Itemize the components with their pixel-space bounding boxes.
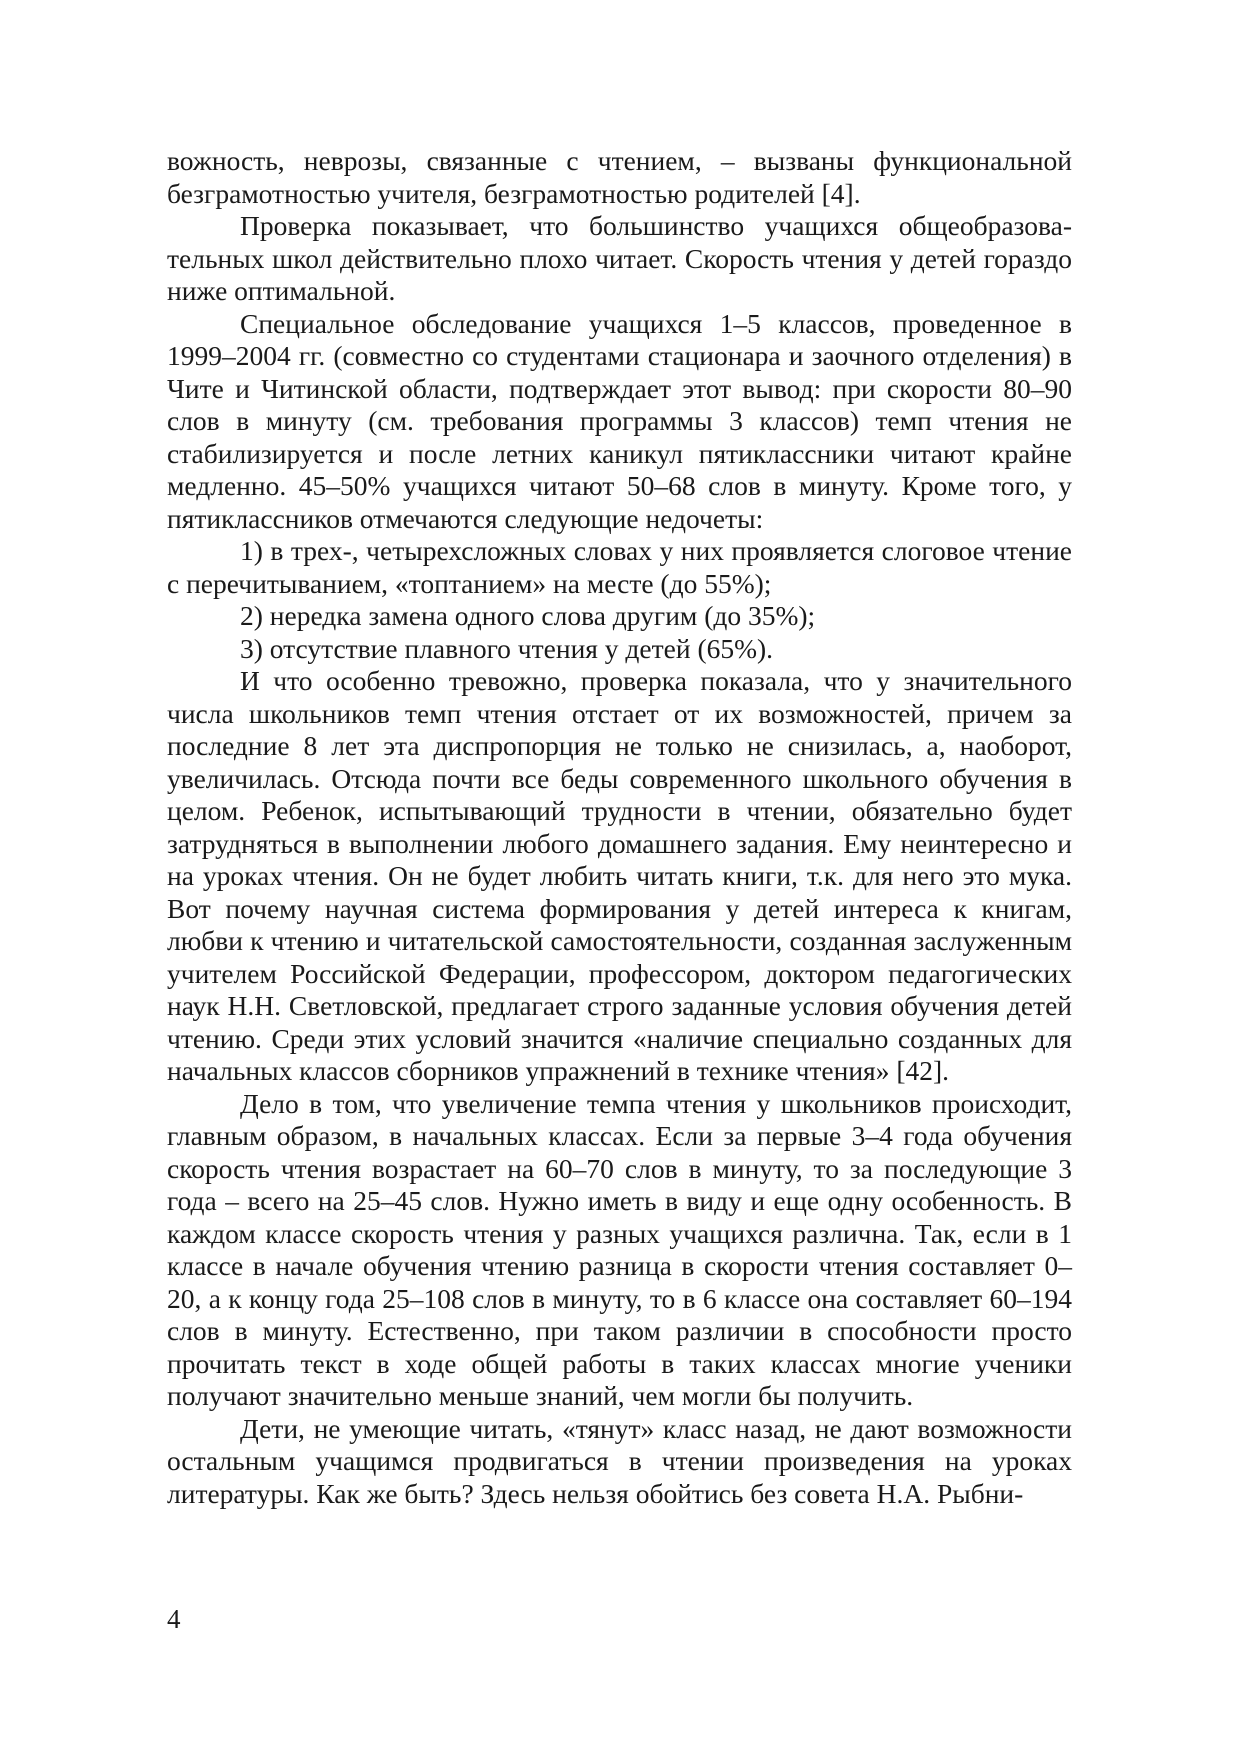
paragraph: И что особенно тревожно, проверка показала, что у значительного числа школьников темп чтения отстает от их возможностей, причем за последние 8 лет эта диспропорция не только не снизилась, а, наоборот, увеличилась. Отсюда почти все беды современного школьного обучения в целом. Ребенок, испытывающий трудности в чтении, обязательно будет затрудняться в выполнении любого домашнего задания. Ему неинтересно и на уроках чтения. Он не будет любить читать книги, т.к. для него это мука. Вот почему научная система формирования у детей интереса к книгам, любви к чтению и читательской самостоятельности, созданная заслуженным учителем Российской Федерации, профессором, доктором педагогических наук Н.Н. Светловской, предлагает строго заданные условия обучения детей чтению. Среди этих условий значится «наличие специально созданных для начальных классов сборников упражнений в технике чтения» [42]. <box>167 665 1072 1086</box>
body-text <box>167 145 1072 1510</box>
list-item: 3) отсутствие плавного чтения у детей (65%). <box>240 632 774 664</box>
list-item: 1) в трех-, четырехсложных словах у них проявляется слоговое чтение с перечитыванием, «топтанием» на месте (до 55%); <box>167 535 1072 599</box>
paragraph: Дело в том, что увеличение темпа чтения у школьников происходит, главным образом, в начальных классах. Если за первые 3–4 года обучения скорость чтения возрастает на 60–70 слов в минуту, то за последующие 3 года – всего на 25–45 слов. Нужно иметь в виду и еще одну особенность. В каждом классе скорость чтения у разных учащихся различна. Так, если в 1 классе в начале обучения чтению разница в скорости чтения составляет 0–20, а к концу года 25–108 слов в минуту, то в 6 классе она составляет 60–194 слов в минуту. Естественно, при таком различии в способности просто прочитать текст в ходе общей работы в таких классах многие ученики получают значительно меньше знаний, чем могли бы получить. <box>167 1087 1072 1411</box>
page-number: 4 <box>167 1604 181 1634</box>
paragraph: Специальное обследование учащихся 1–5 классов, проведенное в 1999–2004 гг. (совместно со студентами стационара и заочного отделения) в Чите и Читинской области, подтверждает этот вывод: при скорости 80–90 слов в минуту (см. требования программы 3 классов) темп чтения не стабилизируется и после летних каникул пятиклассники читают крайне медленно. 45–50% учащихся читают 50–68 слов в минуту. Кроме того, у пятиклассников отмечаются следующие недочеты: <box>167 307 1072 534</box>
paragraph: Дети, не умеющие читать, «тянут» класс назад, не дают возможности остальным учащимся продвигаться в чтении произведения на уроках литературы. Как же быть? Здесь нельзя обойтись без совета Н.А. Рыбни- <box>167 1412 1072 1509</box>
paragraph-continuation: вожность, неврозы, связанные с чтением, – вызваны функциональной безграмотностью учителя, безграмотностью родителей [4]. <box>167 145 1072 209</box>
list-item: 2) нередка замена одного слова другим (до 35%); <box>240 600 816 631</box>
paragraph: Проверка показывает, что большинство учащихся общеобразовательных школ действительно плохо читает. Скорость чтения у детей гораздо ниже оптимальной. <box>167 210 1072 306</box>
